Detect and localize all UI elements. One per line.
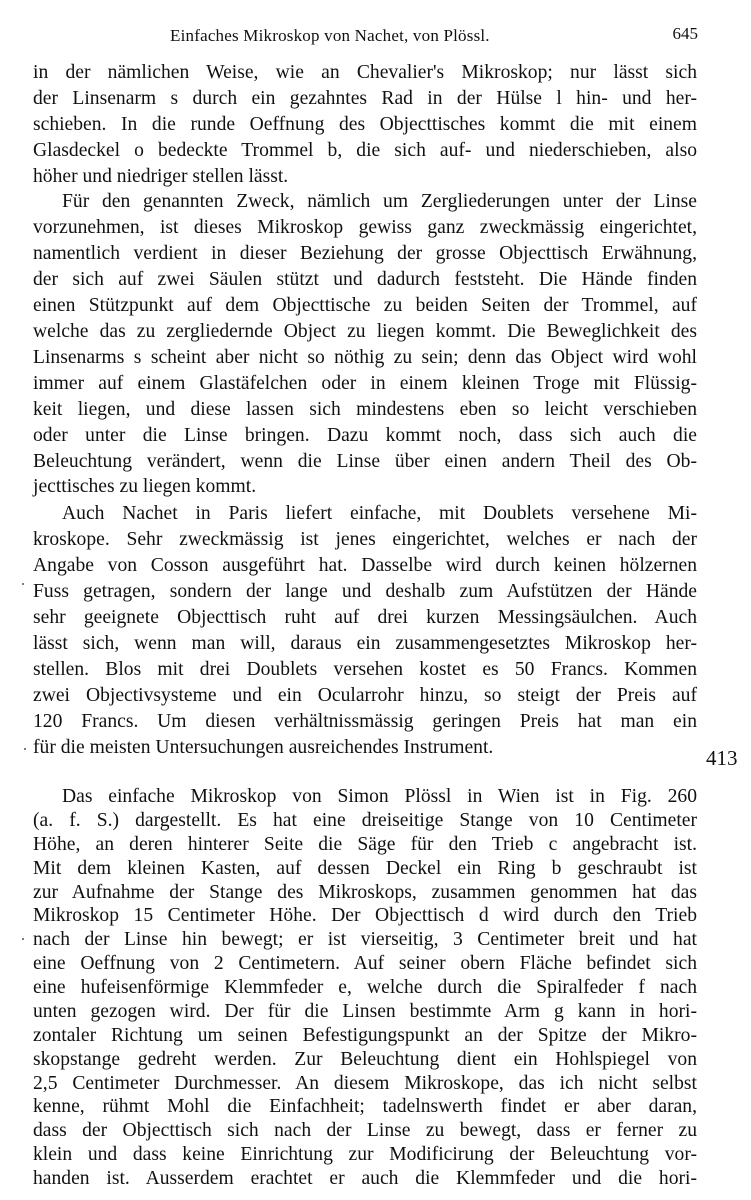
text-line: keit liegen, und diese lassen sich mindestens eben so leicht verschieben [33, 399, 697, 420]
text-line: namentlich verdient in dieser Beziehung der grosse Objecttisch Erwähnung, [33, 243, 697, 264]
text-line: welche das zu zergliedernde Object zu liegen kommt. Die Beweglichkeit des [33, 321, 697, 342]
text-line: skopstange gedreht werden. Zur Beleuchtung dient ein Hohlspiegel von [33, 1049, 697, 1070]
text-line: Das einfache Mikroskop von Simon Plössl in Wien ist in Fig. 260 [62, 786, 697, 807]
text-line: sehr geeignete Objecttisch ruht auf drei kurzen Messingsäulchen. Auch [33, 607, 697, 628]
text-line: Linsenarms s scheint aber nicht so nöthig zu sein; denn das Object wird wohl [33, 347, 697, 368]
print-speck [22, 583, 24, 585]
text-line: Angabe von Cosson ausgeführt hat. Dasselbe wird durch keinen hölzernen [33, 555, 697, 576]
text-line: vorzunehmen, ist dieses Mikroskop gewiss ganz zweckmässig eingerichtet, [33, 217, 697, 238]
text-line: einen Stützpunkt auf dem Objecttische zu beiden Seiten der Trommel, auf [33, 295, 697, 316]
print-speck [22, 938, 24, 940]
text-line: stellen. Blos mit drei Doublets versehen kostet es 50 Francs. Kommen [33, 659, 697, 680]
text-line: handen ist. Ausserdem erachtet er auch die Klemmfeder und die hori- [33, 1168, 697, 1189]
margin-section-number: 413 [706, 746, 738, 770]
text-line: (a. f. S.) dargestellt. Es hat eine dreiseitige Stange von 10 Centimeter [33, 810, 697, 831]
text-line: der Linsenarm s durch ein gezahntes Rad in der Hülse l hin- und her- [33, 88, 697, 109]
text-line: Fuss getragen, sondern der lange und deshalb zum Aufstützen der Hände [33, 581, 697, 602]
text-line: oder unter die Linse bringen. Dazu kommt noch, dass sich auch die [33, 425, 697, 446]
text-line: lässt sich, wenn man will, daraus ein zusammengesetztes Mikroskop her- [33, 633, 697, 654]
text-line: eine Oeffnung von 2 Centimetern. Auf seiner obern Fläche befindet sich [33, 953, 697, 974]
text-line: kenne, rühmt Mohl die Einfachheit; tadelnswerth findet er aber daran, [33, 1096, 697, 1117]
text-line: in der nämlichen Weise, wie an Chevalier's Mikroskop; nur lässt sich [33, 62, 697, 83]
text-line: höher und niedriger stellen lässt. [33, 166, 289, 187]
text-line: Glasdeckel o bedeckte Trommel b, die sich auf- und niederschieben, also [33, 140, 697, 161]
text-line: Mikroskop 15 Centimeter Höhe. Der Objecttisch d wird durch den Trieb [33, 905, 697, 926]
page-header [30, 26, 698, 50]
text-line: unten gezogen wird. Der für die Linsen bestimmte Arm g kann in hori- [33, 1001, 697, 1022]
text-line: dass der Objecttisch sich nach der Linse zu bewegt, dass er ferner zu [33, 1120, 697, 1141]
text-line: der sich auf zwei Säulen stützt und dadurch feststeht. Die Hände finden [33, 269, 697, 290]
text-line: kroskope. Sehr zweckmässig ist jenes eingerichtet, welches er nach der [33, 529, 697, 550]
text-line: zontaler Richtung um seinen Befestigungspunkt an der Spitze der Mikro- [33, 1025, 697, 1046]
text-line: Beleuchtung verändert, wenn die Linse über einen andern Theil des Ob- [33, 451, 697, 472]
text-line: Für den genannten Zweck, nämlich um Zergliederungen unter der Linse [62, 191, 697, 212]
text-line: Mit dem kleinen Kasten, auf dessen Deckel ein Ring b geschraubt ist [33, 858, 697, 879]
text-line: 120 Francs. Um diesen verhältnissmässig geringen Preis hat man ein [33, 711, 697, 732]
text-line: Auch Nachet in Paris liefert einfache, mit Doublets versehene Mi- [62, 503, 697, 524]
text-line: jecttisches zu liegen kommt. [33, 476, 257, 497]
page-number: 645 [672, 24, 698, 43]
running-title: Einfaches Mikroskop von Nachet, von Plössl. [170, 26, 490, 45]
text-line: immer auf einem Glastäfelchen oder in einem kleinen Troge mit Flüssig- [33, 373, 697, 394]
text-line: schieben. In die runde Oeffnung des Objecttisches kommt die mit einem [33, 114, 697, 135]
text-line: zur Aufnahme der Stange des Mikroskops, zusammen genommen hat das [33, 882, 697, 903]
text-line: Höhe, an deren hinterer Seite die Säge für den Trieb c angebracht ist. [33, 834, 697, 855]
text-line: nach der Linse hin bewegt; er ist vierseitig, 3 Centimeter breit und hat [33, 929, 697, 950]
text-line: 2,5 Centimeter Durchmesser. An diesem Mikroskope, das ich nicht selbst [33, 1073, 697, 1094]
text-line: für die meisten Untersuchungen ausreichendes Instrument. [33, 737, 494, 758]
text-line: zwei Objectivsysteme und ein Ocularrohr hinzu, so steigt der Preis auf [33, 685, 697, 706]
text-line: klein und dass keine Einrichtung zur Modificirung der Beleuchtung vor- [33, 1144, 697, 1165]
print-speck [24, 748, 26, 750]
text-line: eine hufeisenförmige Klemmfeder e, welche durch die Spiralfeder f nach [33, 977, 697, 998]
